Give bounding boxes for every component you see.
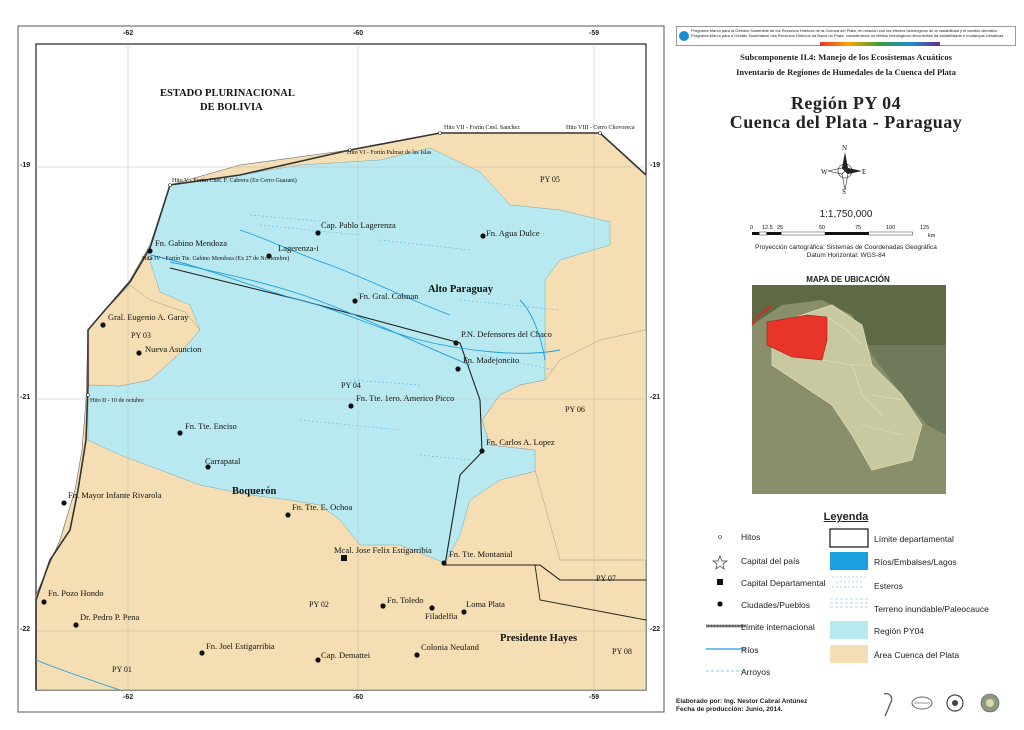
place-cap-pablo-lagerenza: Cap. Pablo Lagerenza xyxy=(321,220,396,230)
legend-title: Leyenda xyxy=(823,511,869,523)
compass-n: N xyxy=(842,144,848,152)
place-fn-americo-picco: Fn. Tte. 1ero. Americo Picco xyxy=(356,393,455,403)
region-py01: PY 01 xyxy=(112,665,132,674)
legend-rios-embalses: Ríos/Embalses/Lagos xyxy=(874,557,957,567)
legend-esteros: Esteros xyxy=(874,581,903,591)
hito-viii-label: Hito VIII - Cerro Chovoreca xyxy=(566,125,635,131)
region-py05: PY 05 xyxy=(540,175,560,184)
place-fn-tte-montanial: Fn. Tte. Montanial xyxy=(449,549,513,559)
legend-terreno-inundable: Terreno inundable/Paleocauce xyxy=(874,604,989,614)
scale-tick-0: 0 xyxy=(750,225,754,231)
dept-presidente-hayes: Presidente Hayes xyxy=(500,633,578,644)
capital-departamental-marker xyxy=(341,555,347,561)
scale-tick-125: 125 xyxy=(920,225,930,231)
legend-capital-pais: Capital del país xyxy=(741,556,800,566)
projection-info xyxy=(676,244,1016,260)
place-fn-tte-ochoa: Fn. Tte. E. Ochoa xyxy=(292,502,353,512)
legend-limite-departamental: Límite departamental xyxy=(874,534,954,544)
place-fn-agua-dulce: Fn. Agua Dulce xyxy=(486,228,540,238)
legend-capital-departamental: Capital Departamental xyxy=(741,578,826,588)
hito-ii-label: Hito II - 10 de octubre xyxy=(90,398,144,404)
dept-boqueron: Boquerón xyxy=(232,486,277,497)
place-fn-mayor-rivarola: Fn. Mayor Infante Rivarola xyxy=(68,490,162,500)
map-title-1: Región PY 04 xyxy=(790,93,902,113)
legend-ciudades: Ciudades/Pueblos xyxy=(741,600,810,610)
logo-3-icon xyxy=(947,695,963,711)
tick-left-22: -22 xyxy=(20,626,31,633)
region-py03: PY 03 xyxy=(131,331,151,340)
place-fn-toledo: Fn. Toledo xyxy=(387,595,424,605)
tick-right-19: -19 xyxy=(650,162,661,169)
place-fn-joel-estigarribia: Fn. Joel Estigarribia xyxy=(206,641,275,651)
footer-logos xyxy=(880,690,1020,718)
place-fn-gabino-mendoza: Fn. Gabino Mendoza xyxy=(155,238,228,248)
hito-vii-label: Hito VII - Fortín Cnel. Sanchez xyxy=(444,125,520,131)
tick-bottom-60: -60 xyxy=(353,694,364,701)
tick-bottom-62: -62 xyxy=(123,694,134,701)
hito-v-label: Hito V - Fortín Cnel. F. Cabrera (Ex Cerro Guarani) xyxy=(172,178,297,184)
region-py04: PY 04 xyxy=(341,381,361,390)
legend-symbols-right xyxy=(828,527,872,667)
tick-right-21: -21 xyxy=(650,394,661,401)
place-gral-eugenio-garay: Gral. Eugenio A. Garay xyxy=(108,312,189,322)
legend-arroyos: Arroyos xyxy=(741,667,771,677)
place-pn-defensores: P.N. Defensores del Chaco xyxy=(461,329,552,339)
bolivia-label-1: ESTADO PLURINACIONAL xyxy=(160,88,295,99)
place-fn-gral-colman: Fn. Gral. Colman xyxy=(359,291,419,301)
place-loma-plata: Loma Plata xyxy=(466,599,505,609)
tick-top-60: -60 xyxy=(353,30,364,37)
legend-rios: Ríos xyxy=(741,645,759,655)
scale-tick-25: 25 xyxy=(777,225,784,231)
scale-tick-75: 75 xyxy=(855,225,862,231)
logo-colorbar xyxy=(820,42,940,46)
compass-s: S xyxy=(842,188,846,196)
legend-region-py04: Región PY04 xyxy=(874,626,925,636)
place-nueva-asuncion: Nueva Asuncion xyxy=(145,344,202,354)
logo-text-1: Programa Marco para la Gestión Sostenible de los Recursos Hídricos de la Cuenca del Plata, en relación con los efectos hidrológicos de la variabilidad y el cambio climático xyxy=(691,28,997,33)
place-colonia-neuland: Colonia Neuland xyxy=(421,642,479,652)
place-fn-tte-enciso: Fn. Tte. Enciso xyxy=(185,421,237,431)
place-fn-madejoncito: Fn. Madejoncito xyxy=(463,355,520,365)
legend-hitos: Hitos xyxy=(741,532,761,542)
tick-top-62: -62 xyxy=(123,30,134,37)
place-fn-pozo-hondo: Fn. Pozo Hondo xyxy=(48,588,104,598)
location-map xyxy=(752,285,946,494)
footer-credits xyxy=(676,698,807,714)
scale-tick-50: 50 xyxy=(819,225,826,231)
compass-e: E xyxy=(862,168,867,176)
scale-tick-12: 12.5 xyxy=(762,225,773,231)
place-fn-carlos-lopez: Fn. Carlos A. Lopez xyxy=(486,437,555,447)
tick-bottom-59: -59 xyxy=(589,694,600,701)
hito-vi-label: Hito VI - Fortín Palmar de las Islas xyxy=(347,150,432,156)
place-cap-dematei: Cap. Demattei xyxy=(321,650,371,660)
place-carrapatal: Carrapatal xyxy=(205,456,241,466)
bolivia-label-2: DE BOLIVIA xyxy=(200,102,263,113)
map-title-2: Cuenca del Plata - Paraguay xyxy=(729,112,963,132)
logo-4-icon xyxy=(981,694,999,712)
hito-iv-label: Hito IV - Fortín Tte. Gabino Mendoza (Ex 27 de Noviembre) xyxy=(142,256,290,262)
place-filadelfia: Filadelfia xyxy=(425,611,458,621)
region-py08: PY 08 xyxy=(612,647,632,656)
logo-2-icon xyxy=(912,697,932,709)
legend-area-cuenca: Área Cuenca del Plata xyxy=(874,650,960,660)
logo-text-2: Programa Marco para a Gestão Sustentável dos Recursos Hídricos da Bacia do Prata, considerando os efeitos hidrológicos decorrentes da variabilidade e mudanças climáticas xyxy=(691,33,1004,38)
scale-unit: km xyxy=(928,233,936,239)
projection-line-1: Proyección cartográfica: Sistemas de Coordenadas Geográfica xyxy=(755,244,937,251)
region-py06: PY 06 xyxy=(565,405,585,414)
program-logo-icon xyxy=(679,31,689,41)
location-map-title: MAPA DE UBICACIÓN xyxy=(806,275,890,284)
scale-ratio: 1:1,750,000 xyxy=(819,209,873,220)
footer-author: Elaborado por: Ing. Nestor Cabral Antúnez xyxy=(676,698,808,705)
dept-alto-paraguay: Alto Paraguay xyxy=(428,284,494,295)
compass-w: W xyxy=(821,168,828,176)
scale-tick-100: 100 xyxy=(886,225,896,231)
region-py02: PY 02 xyxy=(309,600,329,609)
logo-1-icon xyxy=(884,694,892,716)
legend-limite-internacional: Límite internacional xyxy=(741,622,815,632)
subcomponent-title: Subcomponente II.4: Manejo de los Ecosistemas Acuáticos xyxy=(740,52,952,62)
tick-right-22: -22 xyxy=(650,626,661,633)
projection-line-2: Datum Horizontal: WGS-84 xyxy=(806,252,886,259)
tick-left-19: -19 xyxy=(20,162,31,169)
inventory-title: Inventario de Regiones de Humedales de la Cuenca del Plata xyxy=(736,67,956,77)
footer-date: Fecha de producción: Junio, 2014. xyxy=(676,706,783,713)
tick-top-59: -59 xyxy=(589,30,600,37)
place-lagerenza-i: Lagerenza-i xyxy=(278,243,319,253)
region-py07: PY 07 xyxy=(596,574,616,583)
place-dr-pedro-pena: Dr. Pedro P. Pena xyxy=(80,612,140,622)
place-mcal-estigarribia: Mcal. Jose Felix Estigarribia xyxy=(334,545,432,555)
tick-left-21: -21 xyxy=(20,394,31,401)
